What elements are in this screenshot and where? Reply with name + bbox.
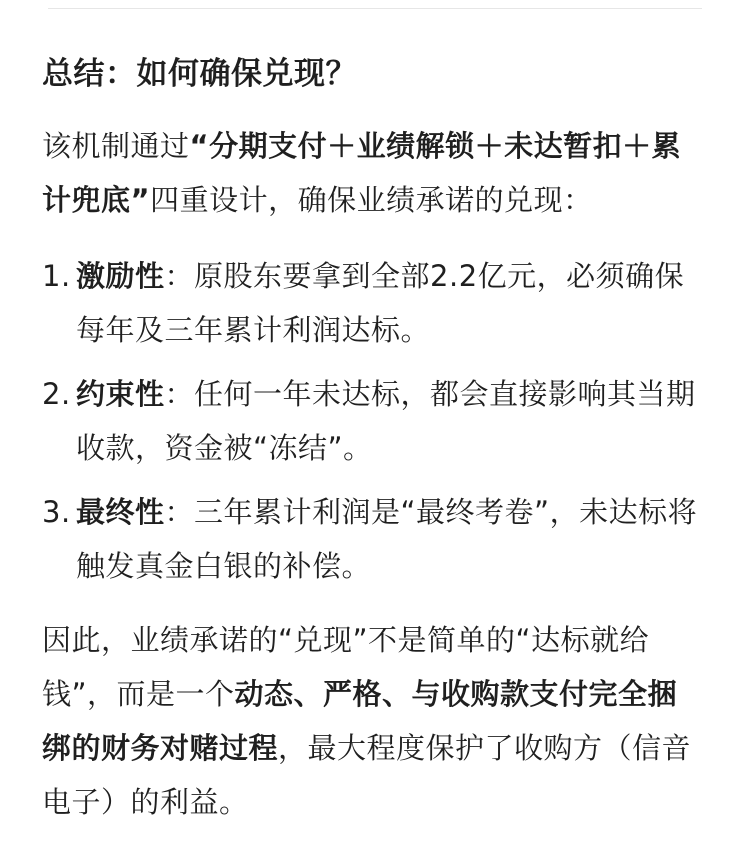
list-item: [42, 367, 706, 475]
intro-suffix: 四重设计，确保业绩承诺的兑现：: [150, 183, 593, 217]
list-item-title: 激励性: [76, 259, 165, 293]
list-item: [42, 249, 706, 357]
list-item-separator: ：: [164, 377, 195, 411]
list-item-number: 1.: [42, 259, 71, 293]
list-item-number: 2.: [42, 377, 71, 411]
conclusion-suffix: ，最大程度保护了收购方（信音电子）的利益。: [42, 731, 692, 819]
list-item-number: 3.: [42, 495, 71, 529]
intro-prefix: 该机制通过: [42, 129, 190, 163]
list-item: [42, 485, 706, 593]
list-item-text: 三年累计利润是“最终考卷”，未达标将触发真金白银的补偿。: [76, 495, 698, 583]
intro-bold: “分期支付＋业绩解锁＋未达暂扣＋累计兜底”: [42, 129, 682, 217]
conclusion-paragraph: [42, 613, 706, 829]
list-item-text: 任何一年未达标，都会直接影响其当期收款，资金被“冻结”。: [76, 377, 696, 465]
list-item-text: 原股东要拿到全部2.2亿元，必须确保每年及三年累计利润达标。: [76, 259, 685, 347]
document-content: [42, 52, 706, 829]
list-item-separator: ：: [164, 495, 195, 529]
section-title: 总结：如何确保兑现？: [42, 56, 357, 92]
points-list: [42, 249, 706, 593]
top-divider: [48, 8, 702, 9]
conclusion-bold: 动态、严格、与收购款支付完全捆绑的财务对赌过程: [42, 677, 678, 765]
list-item-separator: ：: [164, 259, 195, 293]
intro-paragraph: [42, 119, 706, 227]
list-item-title: 约束性: [76, 377, 165, 411]
list-item-title: 最终性: [76, 495, 165, 529]
conclusion-prefix: 因此，业绩承诺的“兑现”不是简单的“达标就给钱”，而是一个: [42, 623, 650, 711]
